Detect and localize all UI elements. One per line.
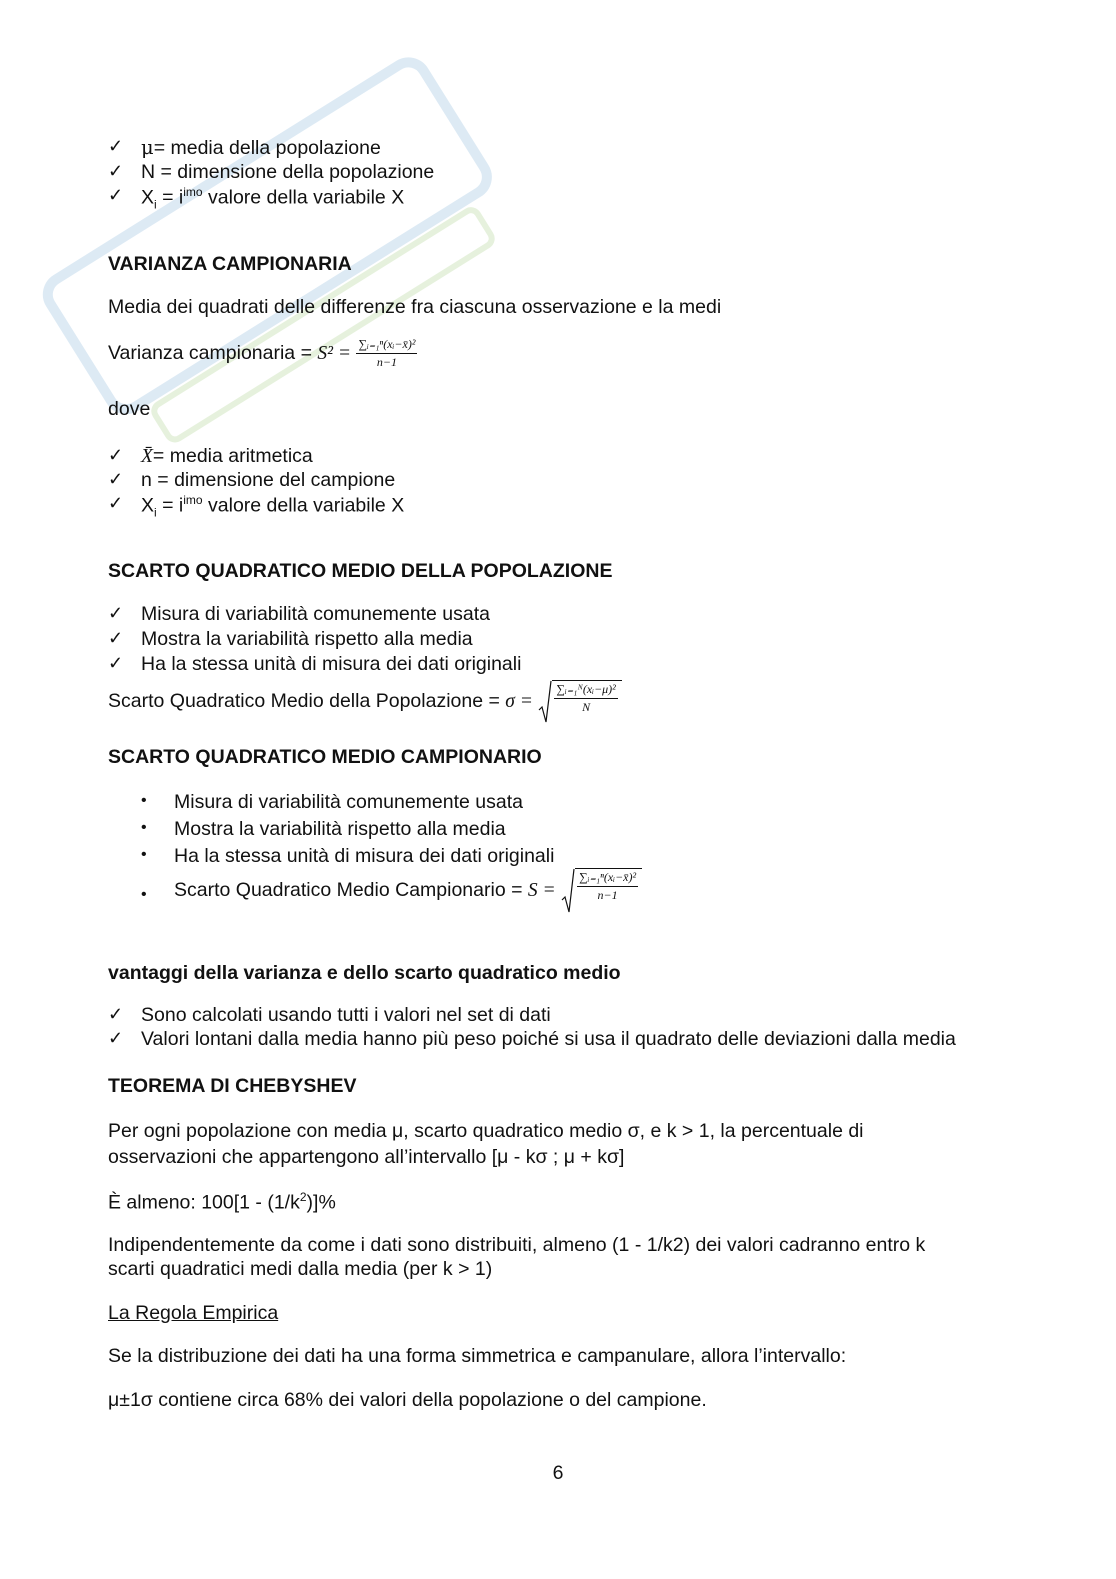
formula-line: Scarto Quadratico Medio Campionario = S = $\frac{\text{∑ᵢ₌₁ⁿ(xᵢ−x̄)²}}{n-1}$ <box>174 868 642 914</box>
list-item: Mostra la variabilità rispetto alla media <box>141 628 473 650</box>
list-item: Ha la stessa unità di misura dei dati originali <box>174 845 555 867</box>
section-heading: vantaggi della varianza e dello scarto quadratico medio <box>108 962 621 984</box>
paragraph: Se la distribuzione dei dati ha una forma simmetrica e campanulare, allora l’intervallo: <box>108 1345 847 1367</box>
check-icon: ✓ <box>108 469 124 489</box>
section-heading: TEOREMA DI CHEBYSHEV <box>108 1075 357 1097</box>
check-icon: ✓ <box>108 653 124 673</box>
check-icon: ✓ <box>108 161 124 181</box>
check-icon: ✓ <box>108 1028 124 1048</box>
list-item: μ= media della popolazione <box>141 136 381 159</box>
check-icon: ✓ <box>108 1004 124 1024</box>
paragraph: μ±1σ contiene circa 68% dei valori della popolazione o del campione. <box>108 1389 707 1411</box>
paragraph: È almeno: $100[1 - (1/k^2)]\%$ <box>108 1190 336 1214</box>
paragraph: osservazioni che appartengono all’intervallo [μ - kσ ; μ + kσ] <box>108 1146 625 1168</box>
paragraph: Indipendentemente da come i dati sono distribuiti, almeno (1 - 1/k2) dei valori cadranno entro k <box>108 1234 926 1256</box>
section-heading: SCARTO QUADRATICO MEDIO DELLA POPOLAZIONE <box>108 560 613 582</box>
list-item: $X_i = i^{imo}$ valore della variabile X <box>141 185 405 212</box>
sqrt: $\frac{\text{∑ᵢ₌₁ⁿ(xᵢ−x̄)²}}{n-1}$ <box>561 868 642 914</box>
list-item: Misura di variabilità comunemente usata <box>174 791 524 813</box>
section-heading: VARIANZA CAMPIONARIA <box>108 253 352 275</box>
paragraph: scarti quadratici medi dalla media (per k > 1) <box>108 1258 493 1280</box>
section-heading: SCARTO QUADRATICO MEDIO CAMPIONARIO <box>108 746 542 768</box>
bullet-icon: • <box>141 819 147 836</box>
watermark-logo <box>20 30 520 450</box>
paragraph: Media dei quadrati delle differenze fra ciascuna osservazione e la medi <box>108 296 722 318</box>
bullet-icon: • <box>141 792 147 809</box>
check-icon: ✓ <box>108 185 124 205</box>
bullet-icon: • <box>141 846 147 863</box>
check-icon: ✓ <box>108 136 124 156</box>
list-item: X̄= media aritmetica <box>141 445 313 467</box>
page-number: 6 <box>552 1462 564 1484</box>
paragraph: dove <box>108 398 151 420</box>
subheading: La Regola Empirica <box>108 1302 279 1324</box>
check-icon: ✓ <box>108 445 124 465</box>
list-item: Valori lontani dalla media hanno più peso poiché si usa il quadrato delle deviazioni dalla media <box>141 1028 956 1050</box>
list-item: N = dimensione della popolazione <box>141 161 435 183</box>
list-item: Misura di variabilità comunemente usata <box>141 603 491 625</box>
bullet-icon: • <box>141 886 147 903</box>
list-item: n = dimensione del campione <box>141 469 396 491</box>
list-item: Sono calcolati usando tutti i valori nel set di dati <box>141 1004 551 1026</box>
check-icon: ✓ <box>108 628 124 648</box>
list-item: $X_i = i^{imo}$ valore della variabile X <box>141 493 405 520</box>
check-icon: ✓ <box>108 603 124 623</box>
sqrt: $\frac{\text{∑ᵢ₌₁ᴺ(xᵢ−μ)²}}{N}$ <box>538 680 621 724</box>
fraction: $\frac{\text{∑ᵢ₌₁ⁿ(xᵢ−x̄)²}}{n-1}$ <box>358 337 416 369</box>
check-icon: ✓ <box>108 493 124 513</box>
list-item: Mostra la variabilità rispetto alla media <box>174 818 506 840</box>
paragraph: Per ogni popolazione con media μ, scarto quadratico medio σ, e k > 1, la percentuale di <box>108 1120 864 1142</box>
formula-line: Varianza campionaria = S² = $\frac{\text{∑ᵢ₌₁ⁿ(xᵢ−x̄)²}}{n-1}$ <box>108 337 416 369</box>
list-item: Ha la stessa unità di misura dei dati originali <box>141 653 522 675</box>
formula-line: Scarto Quadratico Medio della Popolazione = σ = $\frac{\text{∑ᵢ₌₁ᴺ(xᵢ−μ)²}}{N}$ <box>108 680 622 724</box>
